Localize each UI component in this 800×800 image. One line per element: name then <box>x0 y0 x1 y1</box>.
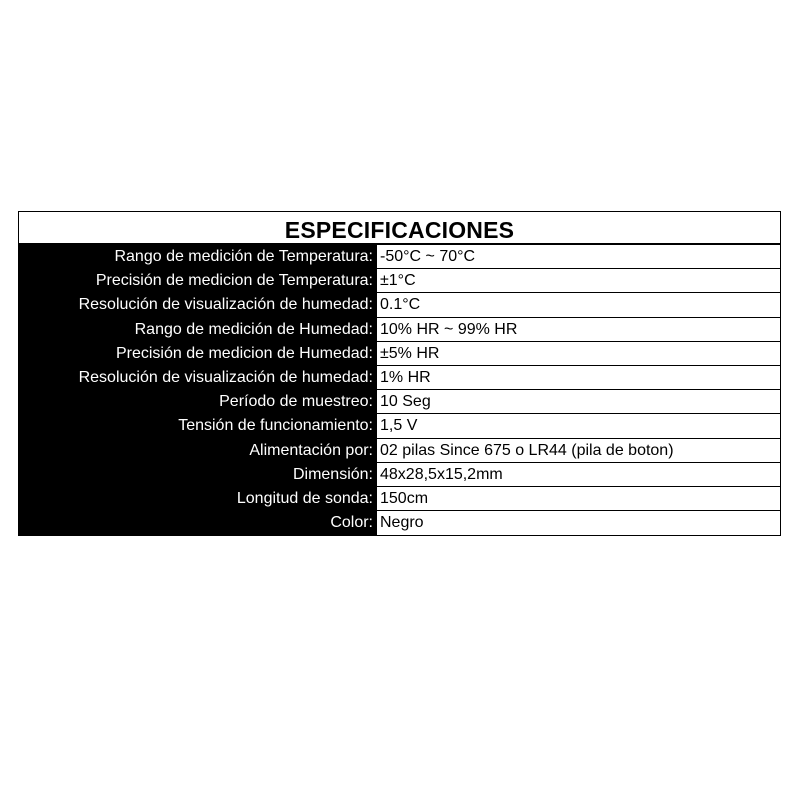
spec-value: 150cm <box>376 487 780 511</box>
spec-value: 02 pilas Since 675 o LR44 (pila de boton) <box>376 439 780 463</box>
spec-value: 10% HR ~ 99% HR <box>376 318 780 342</box>
spec-row-humidity-range <box>19 318 780 342</box>
spec-row-humidity-resolution <box>19 366 780 390</box>
spec-row-color <box>19 511 780 535</box>
spec-label: Alimentación por: <box>19 439 376 463</box>
specifications-table <box>18 211 781 536</box>
spec-row-humidity-accuracy <box>19 342 780 366</box>
spec-label: Tensión de funcionamiento: <box>19 414 376 438</box>
spec-value: 1,5 V <box>376 414 780 438</box>
spec-label: Rango de medición de Humedad: <box>19 318 376 342</box>
spec-label: Resolución de visualización de humedad: <box>19 293 376 317</box>
spec-label: Resolución de visualización de humedad: <box>19 366 376 390</box>
spec-value: ±5% HR <box>376 342 780 366</box>
spec-value: 48x28,5x15,2mm <box>376 463 780 487</box>
spec-row-power-supply <box>19 439 780 463</box>
spec-value: 10 Seg <box>376 390 780 414</box>
spec-row-probe-length <box>19 487 780 511</box>
spec-row-sampling-period <box>19 390 780 414</box>
spec-label: Longitud de sonda: <box>19 487 376 511</box>
spec-value: ±1°C <box>376 269 780 293</box>
spec-row-operating-voltage <box>19 414 780 438</box>
spec-label: Precisión de medicion de Humedad: <box>19 342 376 366</box>
spec-row-temperature-resolution <box>19 293 780 317</box>
spec-value: Negro <box>376 511 780 535</box>
spec-label: Dimensión: <box>19 463 376 487</box>
spec-label: Color: <box>19 511 376 535</box>
spec-label: Rango de medición de Temperatura: <box>19 245 376 269</box>
spec-row-temperature-range <box>19 245 780 269</box>
spec-value: -50°C ~ 70°C <box>376 245 780 269</box>
table-title: ESPECIFICACIONES <box>19 212 780 245</box>
spec-row-dimensions <box>19 463 780 487</box>
spec-label: Período de muestreo: <box>19 390 376 414</box>
spec-row-temperature-accuracy <box>19 269 780 293</box>
spec-value: 0.1°C <box>376 293 780 317</box>
spec-label: Precisión de medicion de Temperatura: <box>19 269 376 293</box>
spec-value: 1% HR <box>376 366 780 390</box>
